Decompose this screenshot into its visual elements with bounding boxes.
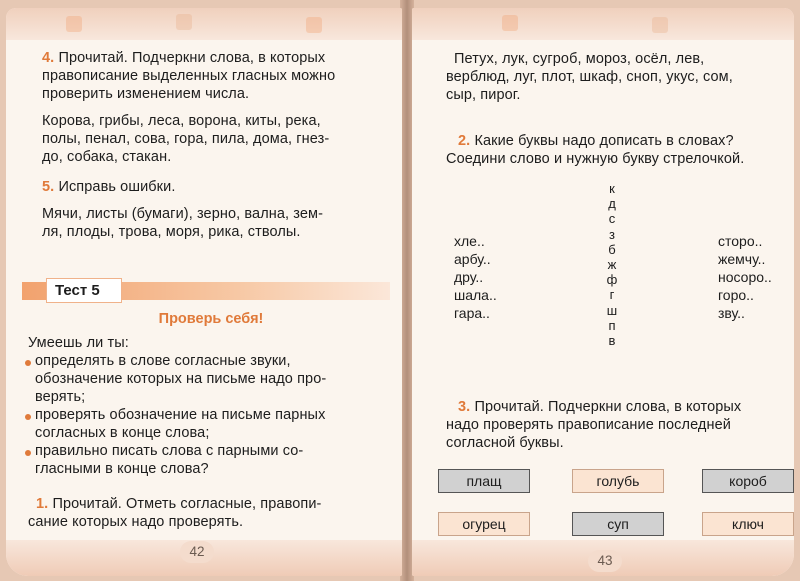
task4-line-2: правописание выделенных гласных можно	[42, 68, 336, 84]
task4-words-1: Корова, грибы, леса, ворона, киты, река,	[42, 113, 321, 129]
left-word: шала..	[454, 287, 497, 303]
letter: ф	[606, 272, 618, 288]
skill-3-line-2: гласными в конце слова?	[35, 461, 209, 477]
decor-square	[306, 17, 322, 33]
word-box[interactable]: плащ	[438, 469, 530, 493]
task5-title: 5. Исправь ошибки.	[42, 179, 176, 195]
task1-number: 1.	[36, 496, 49, 512]
page-number: 42	[180, 541, 214, 563]
left-word: арбу..	[454, 251, 491, 267]
decor-square	[652, 17, 668, 33]
right-word: носоро..	[718, 269, 772, 285]
letter: ж	[607, 257, 617, 273]
words-line-3: сыр, пирог.	[446, 87, 521, 103]
right-word: сторо..	[718, 233, 763, 249]
task2-line-2: Соедини слово и нужную букву стрелочкой.	[446, 151, 745, 167]
task4-words-2: полы, пенал, сова, гора, пила, дома, гнез-	[42, 131, 330, 147]
task5-line-2: ля, плоды, трова, моря, рика, стволы.	[42, 224, 301, 240]
decor-square	[176, 14, 192, 30]
task4-line-1: 4. Прочитай. Подчеркни слова, в которых	[42, 50, 326, 66]
skills-intro: Умеешь ли ты:	[28, 335, 129, 351]
right-word: горо..	[718, 287, 754, 303]
bullet-icon	[25, 450, 31, 456]
task1-line-1: 1. Прочитай. Отметь согласные, правопи-	[36, 496, 322, 512]
letter: к	[609, 181, 615, 196]
decor-square	[66, 16, 82, 32]
page-number: 43	[588, 550, 622, 572]
skill-3-line-1: правильно писать слова с парными со-	[35, 443, 304, 459]
word-box[interactable]: огурец	[438, 512, 530, 536]
letter: б	[608, 241, 616, 257]
task3-line-3: согласной буквы.	[446, 435, 564, 451]
letter: д	[608, 196, 616, 212]
words-line-1: Петух, лук, сугроб, мороз, осёл, лев,	[454, 51, 705, 67]
task3-number: 3.	[458, 399, 471, 415]
right-word: жемчу..	[718, 251, 766, 267]
left-word: хле..	[454, 233, 485, 249]
word-box[interactable]: голубь	[572, 469, 664, 493]
letter: с	[608, 211, 616, 227]
letter: в	[608, 333, 616, 349]
word-box[interactable]: короб	[702, 469, 794, 493]
right-page	[412, 8, 794, 576]
task4-words-3: до, собака, стакан.	[42, 149, 172, 165]
words-line-2: верблюд, луг, плот, шкаф, сноп, укус, сом,	[446, 69, 733, 85]
skill-1-line-1: определять в слове согласные звуки,	[35, 353, 291, 369]
skill-1-line-3: верять;	[35, 389, 86, 405]
letter-column	[606, 181, 618, 348]
skill-1-line-2: обозначение которых на письме надо про-	[35, 371, 327, 387]
right-word: зву..	[718, 305, 745, 321]
bullet-icon	[25, 414, 31, 420]
word-box[interactable]: суп	[572, 512, 664, 536]
task2-number: 2.	[458, 133, 471, 149]
task2-line-1: 2. Какие буквы надо дописать в словах?	[458, 133, 734, 149]
task3-line-2: надо проверять правописание последней	[446, 417, 731, 433]
task4-line-3: проверить изменением числа.	[42, 86, 250, 102]
check-yourself-title: Проверь себя!	[158, 311, 264, 327]
top-decoration	[412, 8, 794, 40]
word-box[interactable]: ключ	[702, 512, 794, 536]
letter: з	[609, 226, 615, 242]
task4-number: 4.	[42, 50, 55, 66]
letter: п	[608, 317, 616, 333]
letter: г	[609, 287, 615, 303]
left-page	[6, 8, 402, 576]
task5-number: 5.	[42, 179, 55, 195]
task1-line-2: сание которых надо проверять.	[28, 514, 244, 530]
task3-line-1: 3. Прочитай. Подчеркни слова, в которых	[458, 399, 742, 415]
left-word: дру..	[454, 269, 484, 285]
left-word: гара..	[454, 305, 490, 321]
top-decoration	[6, 8, 402, 40]
skill-2-line-2: согласных в конце слова;	[35, 425, 210, 441]
letter: ш	[606, 302, 618, 318]
decor-square	[502, 15, 518, 31]
task5-line-1: Мячи, листы (бумаги), зерно, вална, зем-	[42, 206, 324, 222]
test-label: Тест 5	[46, 278, 122, 303]
skill-2-line-1: проверять обозначение на письме парных	[35, 407, 326, 423]
bullet-icon	[25, 360, 31, 366]
